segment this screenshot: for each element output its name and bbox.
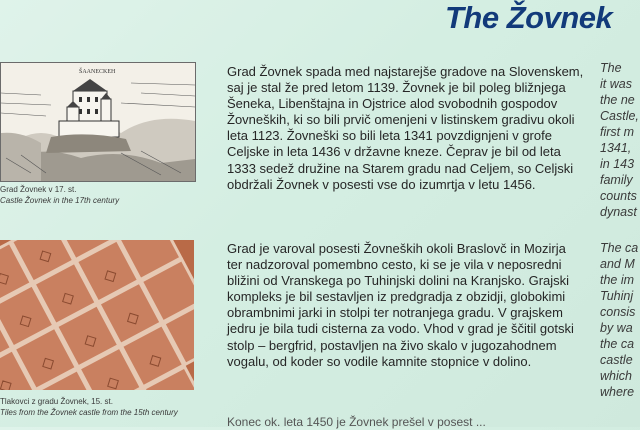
english-line: by wa	[600, 321, 633, 335]
text-line: obdržali Žovnek v posesti vse do izumrtja v letu 1456.	[227, 176, 536, 192]
english-line: the ne	[600, 93, 635, 107]
english-line: Castle,	[600, 109, 639, 123]
text-line: Šeneka, Libenštajna in Ojstrice alod svobodnih gospodov	[227, 96, 558, 112]
castle-engraving-image	[0, 62, 196, 182]
english-line: first m	[600, 125, 635, 139]
text-line: vogalu, od koder so vodile kamnite stopnice v dolino.	[227, 353, 532, 369]
paragraph-cutoff: Konec ok. leta 1450 je Žovnek prešel v posest ...	[227, 415, 486, 429]
text-line: leta 1123. Žovneški so bili leta 1341 povzdignjeni v grofe	[227, 128, 552, 144]
text-line: Grad Žovnek spada med najstarejše gradove na Slovenskem,	[227, 64, 584, 79]
english-line: consis	[600, 305, 636, 319]
english-line: where	[600, 385, 635, 399]
english-line: counts	[600, 189, 637, 203]
english-line: dynast	[600, 205, 637, 219]
caption-tiles-en: Tiles from the Žovnek castle from the 15th century	[0, 408, 178, 417]
text-line: stolp – bergfrid, postavljen na živo skalo v jugozahodnem	[227, 337, 557, 353]
paragraph-defense	[227, 241, 597, 370]
english-line: Tuhinj	[600, 289, 634, 303]
english-line: the im	[600, 273, 635, 287]
sign-title: The Žovnek	[445, 0, 613, 35]
text-line: Žovneških, ki so bili prvič omenjeni v listinskem gradivu okoli	[227, 112, 575, 128]
paragraph-history	[227, 64, 597, 193]
english-line: castle	[600, 353, 633, 367]
english-line: The	[600, 61, 622, 75]
english-line: it was	[600, 77, 632, 91]
text-line: 1333 sedež družine na Starem gradu nad Celjem, so Celjski	[227, 160, 574, 176]
caption-castle-en: Castle Žovnek in the 17th century	[0, 196, 120, 205]
english-line: and M	[600, 257, 635, 271]
english-line: which	[600, 369, 632, 383]
engraving-label: ŠAANECKEH	[79, 69, 116, 75]
text-line: obrambnimi jarki in stolpi ter notranjega gradu. V grajskem	[227, 305, 563, 321]
caption-tiles-sl: Tlakovci z gradu Žovnek, 15. st.	[0, 397, 113, 406]
text-line: Grad je varoval posesti Žovneških okoli Braslovč in Mozirja	[227, 241, 566, 256]
text-line: bližini od Vranskega po Tuhinjski dolini na Kranjsko. Grajski	[227, 273, 570, 289]
english-line: in 143	[600, 157, 635, 171]
caption-castle-sl: Grad Žovnek v 17. st.	[0, 185, 77, 194]
english-line: the ca	[600, 337, 635, 351]
caption-tiles	[0, 396, 210, 418]
text-line: jedru je bila tudi cisterna za vodo. Vhod v grad je ščitil gotski	[227, 321, 574, 337]
text-line: Celjske in leta 1436 v državne kneze. Čeprav je bil od leta	[227, 144, 561, 160]
text-line: saj je stal že pred letom 1139. Žovnek je bil poleg bližnjega	[227, 80, 566, 96]
english-column-bottom	[600, 240, 640, 400]
text-line: ter nadzoroval pomembno cesto, ki se je vila v neposredni	[227, 257, 562, 273]
english-line: family	[600, 173, 633, 187]
english-column-top	[600, 60, 640, 220]
english-line: The ca	[600, 241, 639, 255]
english-line: 1341,	[600, 141, 632, 155]
text-line: kompleks je bil sestavljen iz predgradja z obzidji, globokimi	[227, 289, 566, 305]
caption-castle	[0, 184, 200, 206]
tiles-photo	[0, 240, 194, 390]
